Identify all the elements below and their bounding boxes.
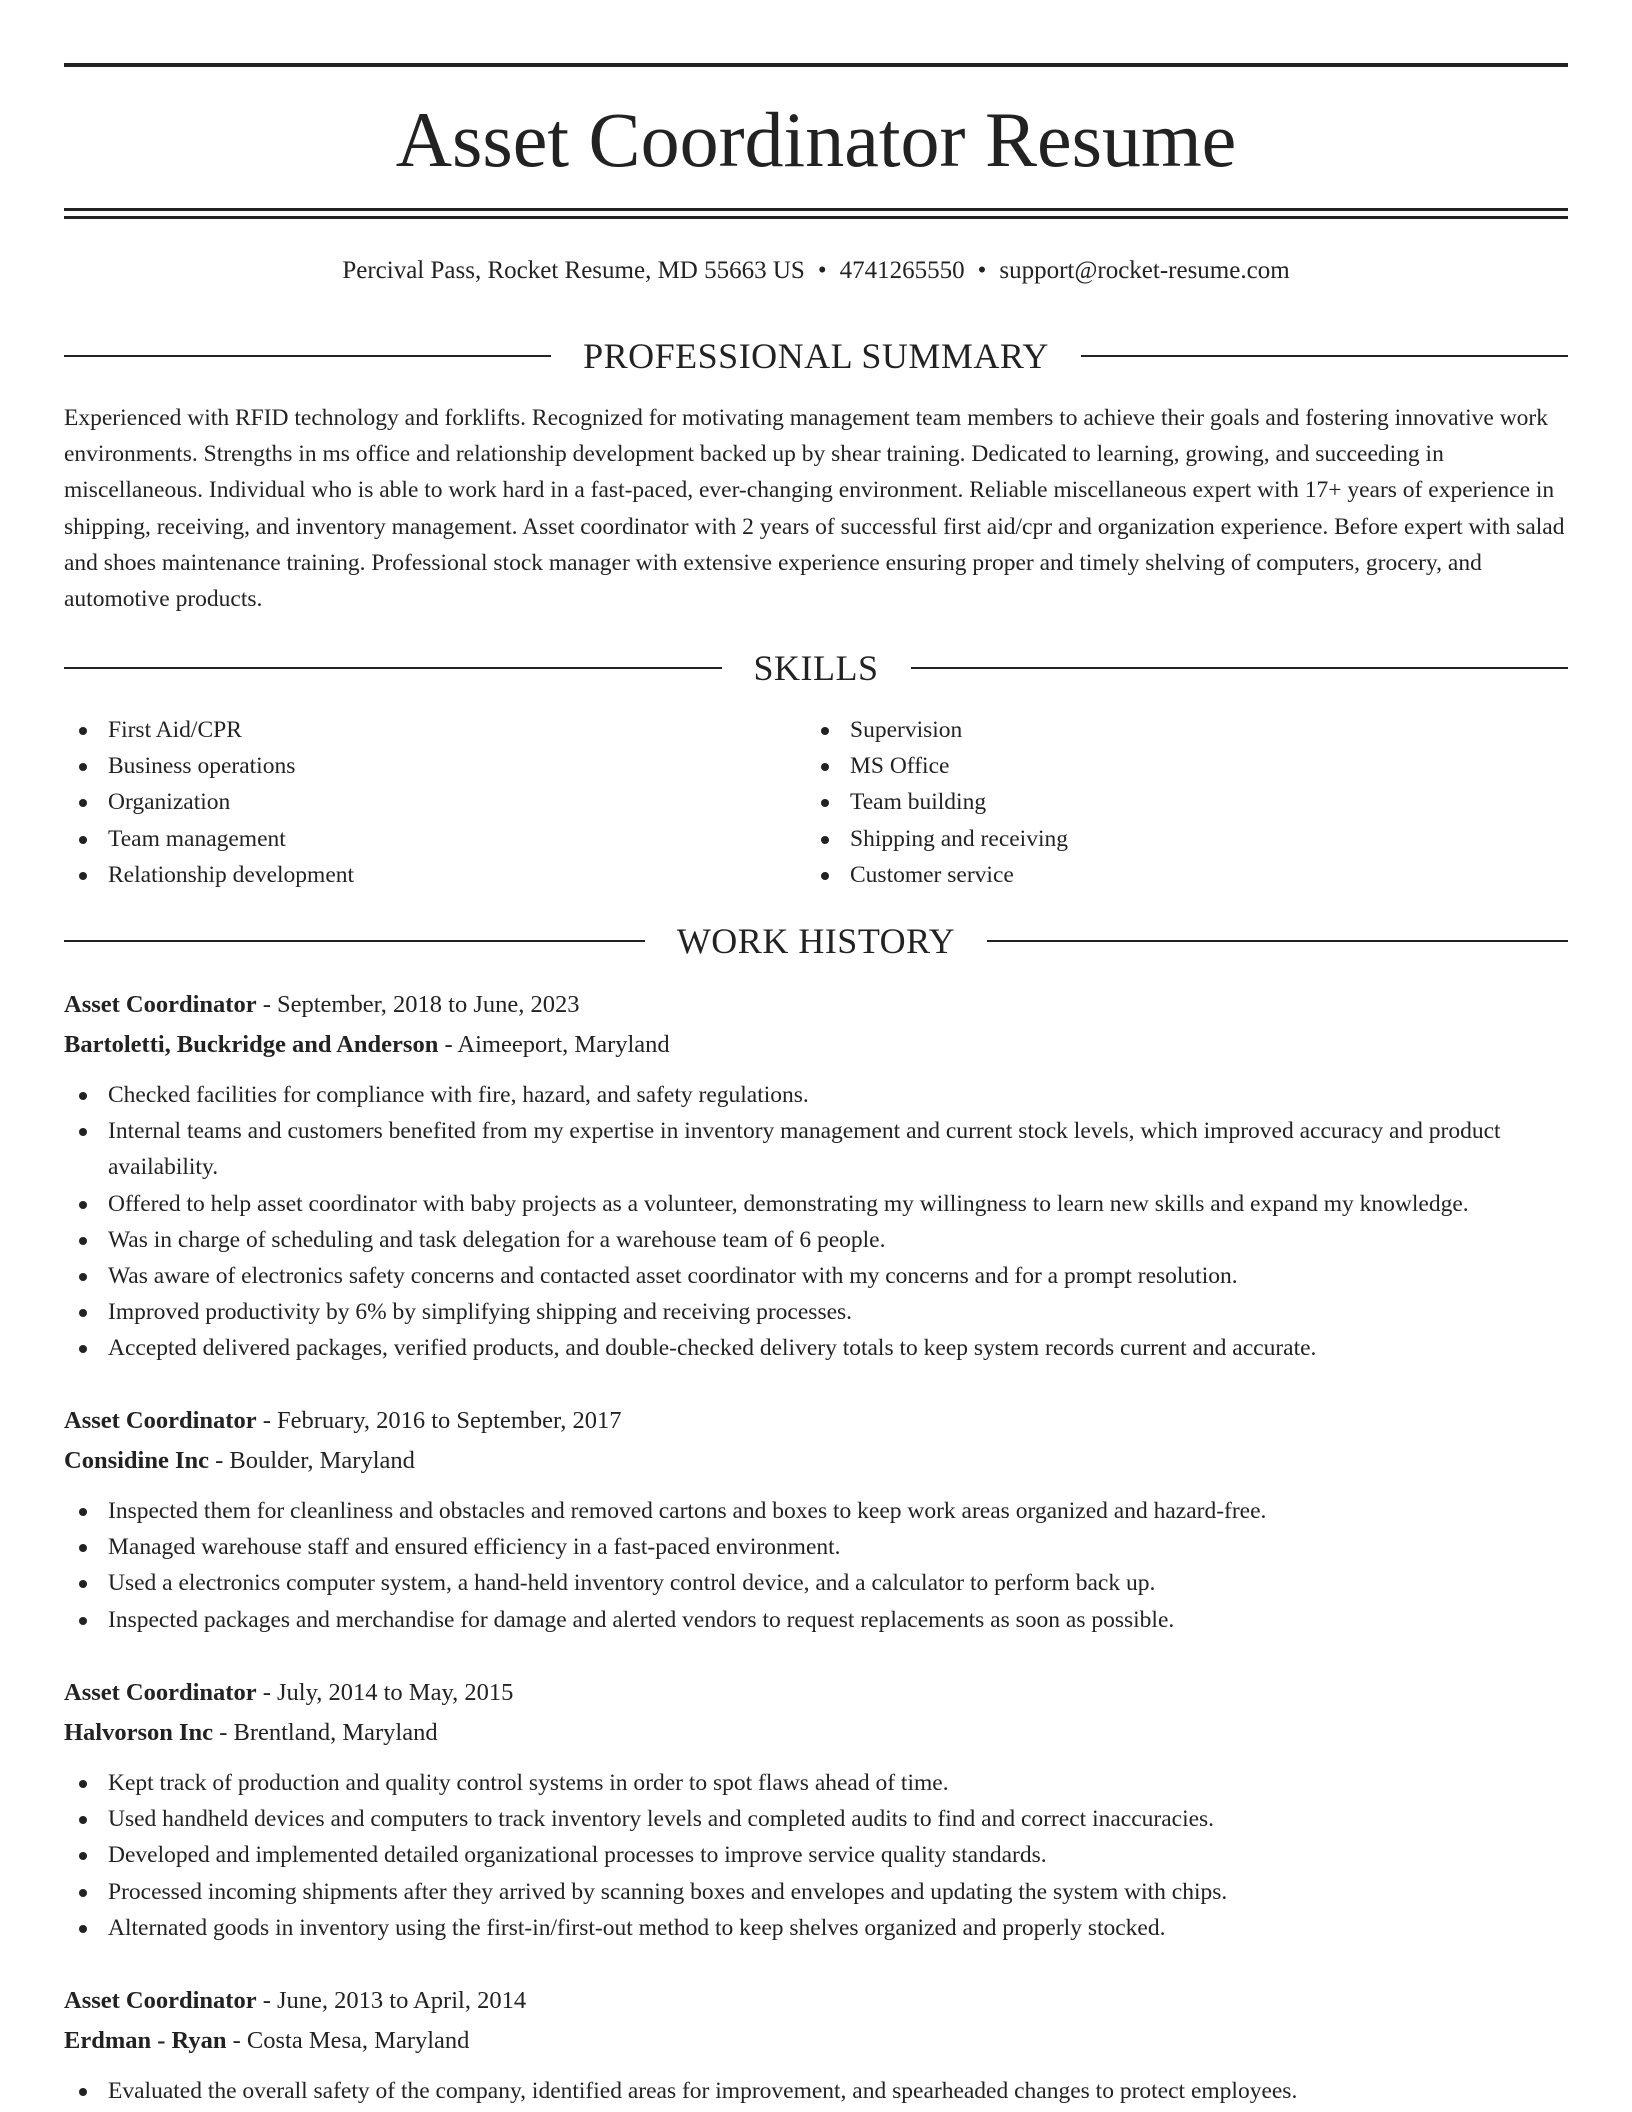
job-entry [64, 985, 1568, 1367]
job-duty: Used a electronics computer system, a hand-held inventory control device, and a calculator to perform back up. [64, 1565, 1568, 1601]
job-duty: Was in charge of scheduling and task delegation for a warehouse team of 6 people. [64, 1222, 1568, 1258]
job-duties [64, 2073, 1568, 2109]
job-duty: Managed warehouse staff and ensured efficiency in a fast-paced environment. [64, 1529, 1568, 1565]
heading-rule-left [64, 667, 722, 669]
job-duty: Improved productivity by 6% by simplifying shipping and receiving processes. [64, 1294, 1568, 1330]
skills-heading [64, 646, 1568, 690]
job-company: Bartoletti, Buckridge and Anderson [64, 1031, 439, 1058]
job-duty: Evaluated the overall safety of the company, identified areas for improvement, and spearheaded changes to protect employees. [64, 2073, 1568, 2109]
header-double-rule-upper [64, 208, 1568, 211]
job-company-line [64, 1441, 1568, 1481]
job-duty: Internal teams and customers benefited from my expertise in inventory management and current stock levels, which improved accuracy and product availability. [64, 1113, 1568, 1185]
heading-rule-right [911, 667, 1569, 669]
contact-separator: • [977, 257, 987, 284]
job-title: Asset Coordinator [64, 991, 257, 1018]
job-duty: Kept track of production and quality control systems in order to spot flaws ahead of time. [64, 1765, 1568, 1801]
job-duties [64, 1077, 1568, 1367]
job-duty: Checked facilities for compliance with fire, hazard, and safety regulations. [64, 1077, 1568, 1113]
header-double-rule-lower [64, 216, 1568, 219]
job-duty: Inspected them for cleanliness and obstacles and removed cartons and boxes to keep work areas organized and hazard-free. [64, 1493, 1568, 1529]
job-title-line [64, 985, 1568, 1025]
job-dates: - February, 2016 to September, 2017 [256, 1407, 622, 1434]
job-duty: Used handheld devices and computers to track inventory levels and completed audits to find and correct inaccuracies. [64, 1801, 1568, 1837]
job-location: - Costa Mesa, Maryland [226, 2027, 470, 2054]
summary-heading-text: PROFESSIONAL SUMMARY [583, 336, 1049, 376]
heading-rule-right [987, 940, 1568, 942]
job-title-line [64, 1673, 1568, 1713]
job-duty: Alternated goods in inventory using the first-in/first-out method to keep shelves organized and properly stocked. [64, 1910, 1568, 1946]
skill-item: Team management [64, 821, 764, 857]
contact-line [64, 253, 1568, 289]
skill-item: First Aid/CPR [64, 712, 764, 748]
job-duty: Processed incoming shipments after they arrived by scanning boxes and envelopes and updating the system with chips. [64, 1874, 1568, 1910]
job-duty: Developed and implemented detailed organizational processes to improve service quality standards. [64, 1837, 1568, 1873]
job-company-line [64, 1713, 1568, 1753]
skills-list-left [64, 712, 764, 893]
summary-heading [64, 334, 1568, 378]
job-entry [64, 1401, 1568, 1638]
job-company: Considine Inc [64, 1447, 210, 1474]
work-heading-text: WORK HISTORY [676, 921, 956, 961]
job-company: Erdman - Ryan [64, 2027, 227, 2054]
job-title: Asset Coordinator [64, 1407, 257, 1434]
job-dates: - June, 2013 to April, 2014 [256, 1987, 527, 2014]
skill-item: MS Office [806, 748, 1506, 784]
heading-rule-right [1081, 355, 1568, 357]
job-location: - Brentland, Maryland [213, 1719, 438, 1746]
job-title-line [64, 1401, 1568, 1441]
job-company: Halvorson Inc [64, 1719, 214, 1746]
header-top-rule [64, 63, 1568, 67]
job-title: Asset Coordinator [64, 1679, 257, 1706]
heading-rule-left [64, 355, 551, 357]
resume-title: Asset Coordinator Resume [395, 96, 1237, 183]
job-location: - Aimeeport, Maryland [438, 1031, 670, 1058]
skill-item: Customer service [806, 857, 1506, 893]
job-dates: - September, 2018 to June, 2023 [256, 991, 580, 1018]
skills-list-right [806, 712, 1506, 893]
job-duty: Accepted delivered packages, verified products, and double-checked delivery totals to keep system records current and accurate. [64, 1330, 1568, 1366]
job-title-line [64, 1981, 1568, 2021]
contact-address: Percival Pass, Rocket Resume, MD 55663 US [342, 257, 805, 284]
job-duty: Offered to help asset coordinator with baby projects as a volunteer, demonstrating my willingness to learn new skills and expand my knowledge. [64, 1186, 1568, 1222]
job-title: Asset Coordinator [64, 1987, 257, 2014]
job-company-line [64, 1025, 1568, 1065]
job-entry [64, 1981, 1568, 2109]
job-location: - Boulder, Maryland [209, 1447, 415, 1474]
job-duties [64, 1493, 1568, 1638]
job-duty: Was aware of electronics safety concerns and contacted asset coordinator with my concerns and for a prompt resolution. [64, 1258, 1568, 1294]
contact-phone: 4741265550 [839, 257, 965, 284]
summary-paragraph: Experienced with RFID technology and forklifts. Recognized for motivating management team members to achieve their goals and fostering innovative work environments. Strengths in ms office and relationship development backed up by shear training. Dedicated to learning, growing, and succeeding in miscellaneous. Individual who is able to work hard in a fast-paced, ever-changing environment. Reliable miscellaneous expert with 17+ years of experience in shipping, receiving, and inventory management. Asset coordinator with 2 years of successful first aid/cpr and organization experience. Before expert with salad and shoes maintenance training. Professional stock manager with extensive experience ensuring proper and timely shelving of computers, grocery, and automotive products. [64, 405, 1565, 613]
job-dates: - July, 2014 to May, 2015 [256, 1679, 514, 1706]
skill-item: Shipping and receiving [806, 821, 1506, 857]
skill-item: Relationship development [64, 857, 764, 893]
job-duties [64, 1765, 1568, 1946]
work-heading [64, 919, 1568, 963]
job-entry [64, 1673, 1568, 1946]
job-duty: Inspected packages and merchandise for damage and alerted vendors to request replacements as soon as possible. [64, 1602, 1568, 1638]
heading-rule-left [64, 940, 645, 942]
skills-heading-text: SKILLS [753, 648, 879, 688]
contact-email: support@rocket-resume.com [999, 257, 1290, 284]
skill-item: Team building [806, 784, 1506, 820]
skill-item: Business operations [64, 748, 764, 784]
contact-separator: • [817, 257, 827, 284]
skill-item: Organization [64, 784, 764, 820]
job-company-line [64, 2021, 1568, 2061]
skill-item: Supervision [806, 712, 1506, 748]
